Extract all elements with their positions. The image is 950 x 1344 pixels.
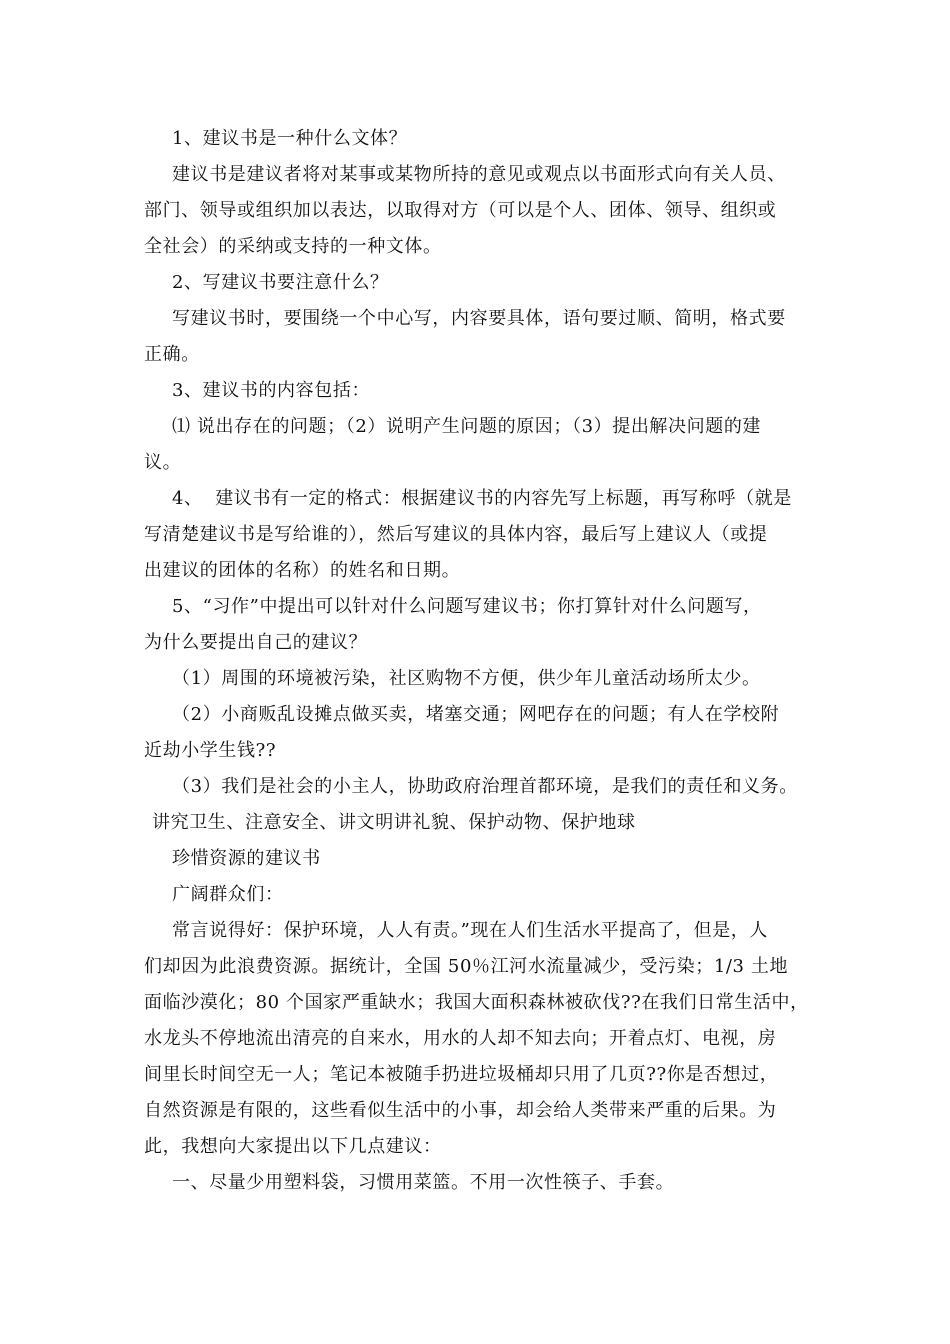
text-line: 部门、领导或组织加以表达，以取得对方（可以是个人、团体、领导、组织或: [144, 200, 777, 221]
text-line: 写清楚建议书是写给谁的），然后写建议的具体内容，最后写上建议人（或提: [144, 524, 768, 545]
text-line: 3、建议书的内容包括：: [172, 380, 371, 401]
text-line: 议。: [144, 452, 182, 473]
text-line: 面临沙漠化；80 个国家严重缺水；我国大面积森林被砍伐??在我们日常生活中，: [144, 992, 809, 1013]
text-line: 此，我想向大家提出以下几点建议：: [144, 1136, 442, 1157]
text-line: 近劫小学生钱??: [144, 740, 277, 761]
text-line: 广阔群众们：: [172, 884, 284, 905]
text-line: 珍惜资源的建议书: [172, 848, 321, 869]
text-line: 2、写建议书要注意什么？: [172, 272, 389, 293]
text-line: ⑴ 说出存在的问题；（2）说明产生问题的原因；（3）提出解决问题的建: [172, 416, 762, 437]
text-line: 5、“习作”中提出可以针对什么问题写建议书；你打算针对什么问题写，: [172, 596, 762, 617]
text-line: （3）我们是社会的小主人，协助政府治理首都环境，是我们的责任和义务。: [172, 776, 798, 797]
text-line: 们却因为此浪费资源。据统计，全国 50％江河水流量减少，受污染；1/3 土地: [144, 956, 789, 977]
text-line: 全社会）的采纳或支持的一种文体。: [144, 236, 442, 257]
text-line: 为什么要提出自己的建议？: [144, 632, 368, 653]
text-line: 正确。: [144, 344, 200, 365]
text-line: 4、 建议书有一定的格式：根据建议书的内容先写上标题，再写称呼（就是: [172, 488, 792, 509]
text-line: 出建议的团体的名称）的姓名和日期。: [144, 560, 461, 581]
text-line: （1）周围的环境被污染，社区购物不方便，供少年儿童活动场所太少。: [172, 668, 761, 689]
text-line: （2）小商贩乱设摊点做买卖，堵塞交通；网吧存在的问题；有人在学校附: [172, 704, 780, 725]
text-line: 水龙头不停地流出清亮的自来水，用水的人却不知去向；开着点灯、电视，房: [144, 1028, 777, 1049]
text-line: 讲究卫生、注意安全、讲文明讲礼貌、保护动物、保护地球: [152, 812, 636, 833]
text-line: 常言说得好：保护环境，人人有责。”现在人们生活水平提高了，但是，人: [172, 920, 768, 941]
text-line: 1、建议书是一种什么文体？: [172, 128, 408, 149]
text-line: 间里长时间空无一人；笔记本被随手扔进垃圾桶却只用了几页??你是否想过，: [144, 1064, 779, 1085]
text-line: 写建议书时，要围绕一个中心写，内容要具体，语句要过顺、简明，格式要: [172, 308, 786, 329]
text-line: 自然资源是有限的，这些看似生活中的小事，却会给人类带来严重的后果。为: [144, 1100, 777, 1121]
text-line: 一、尽量少用塑料袋，习惯用菜篮。不用一次性筷子、手套。: [172, 1172, 675, 1193]
text-line: 建议书是建议者将对某事或某物所持的意见或观点以书面形式向有关人员、: [172, 164, 786, 185]
